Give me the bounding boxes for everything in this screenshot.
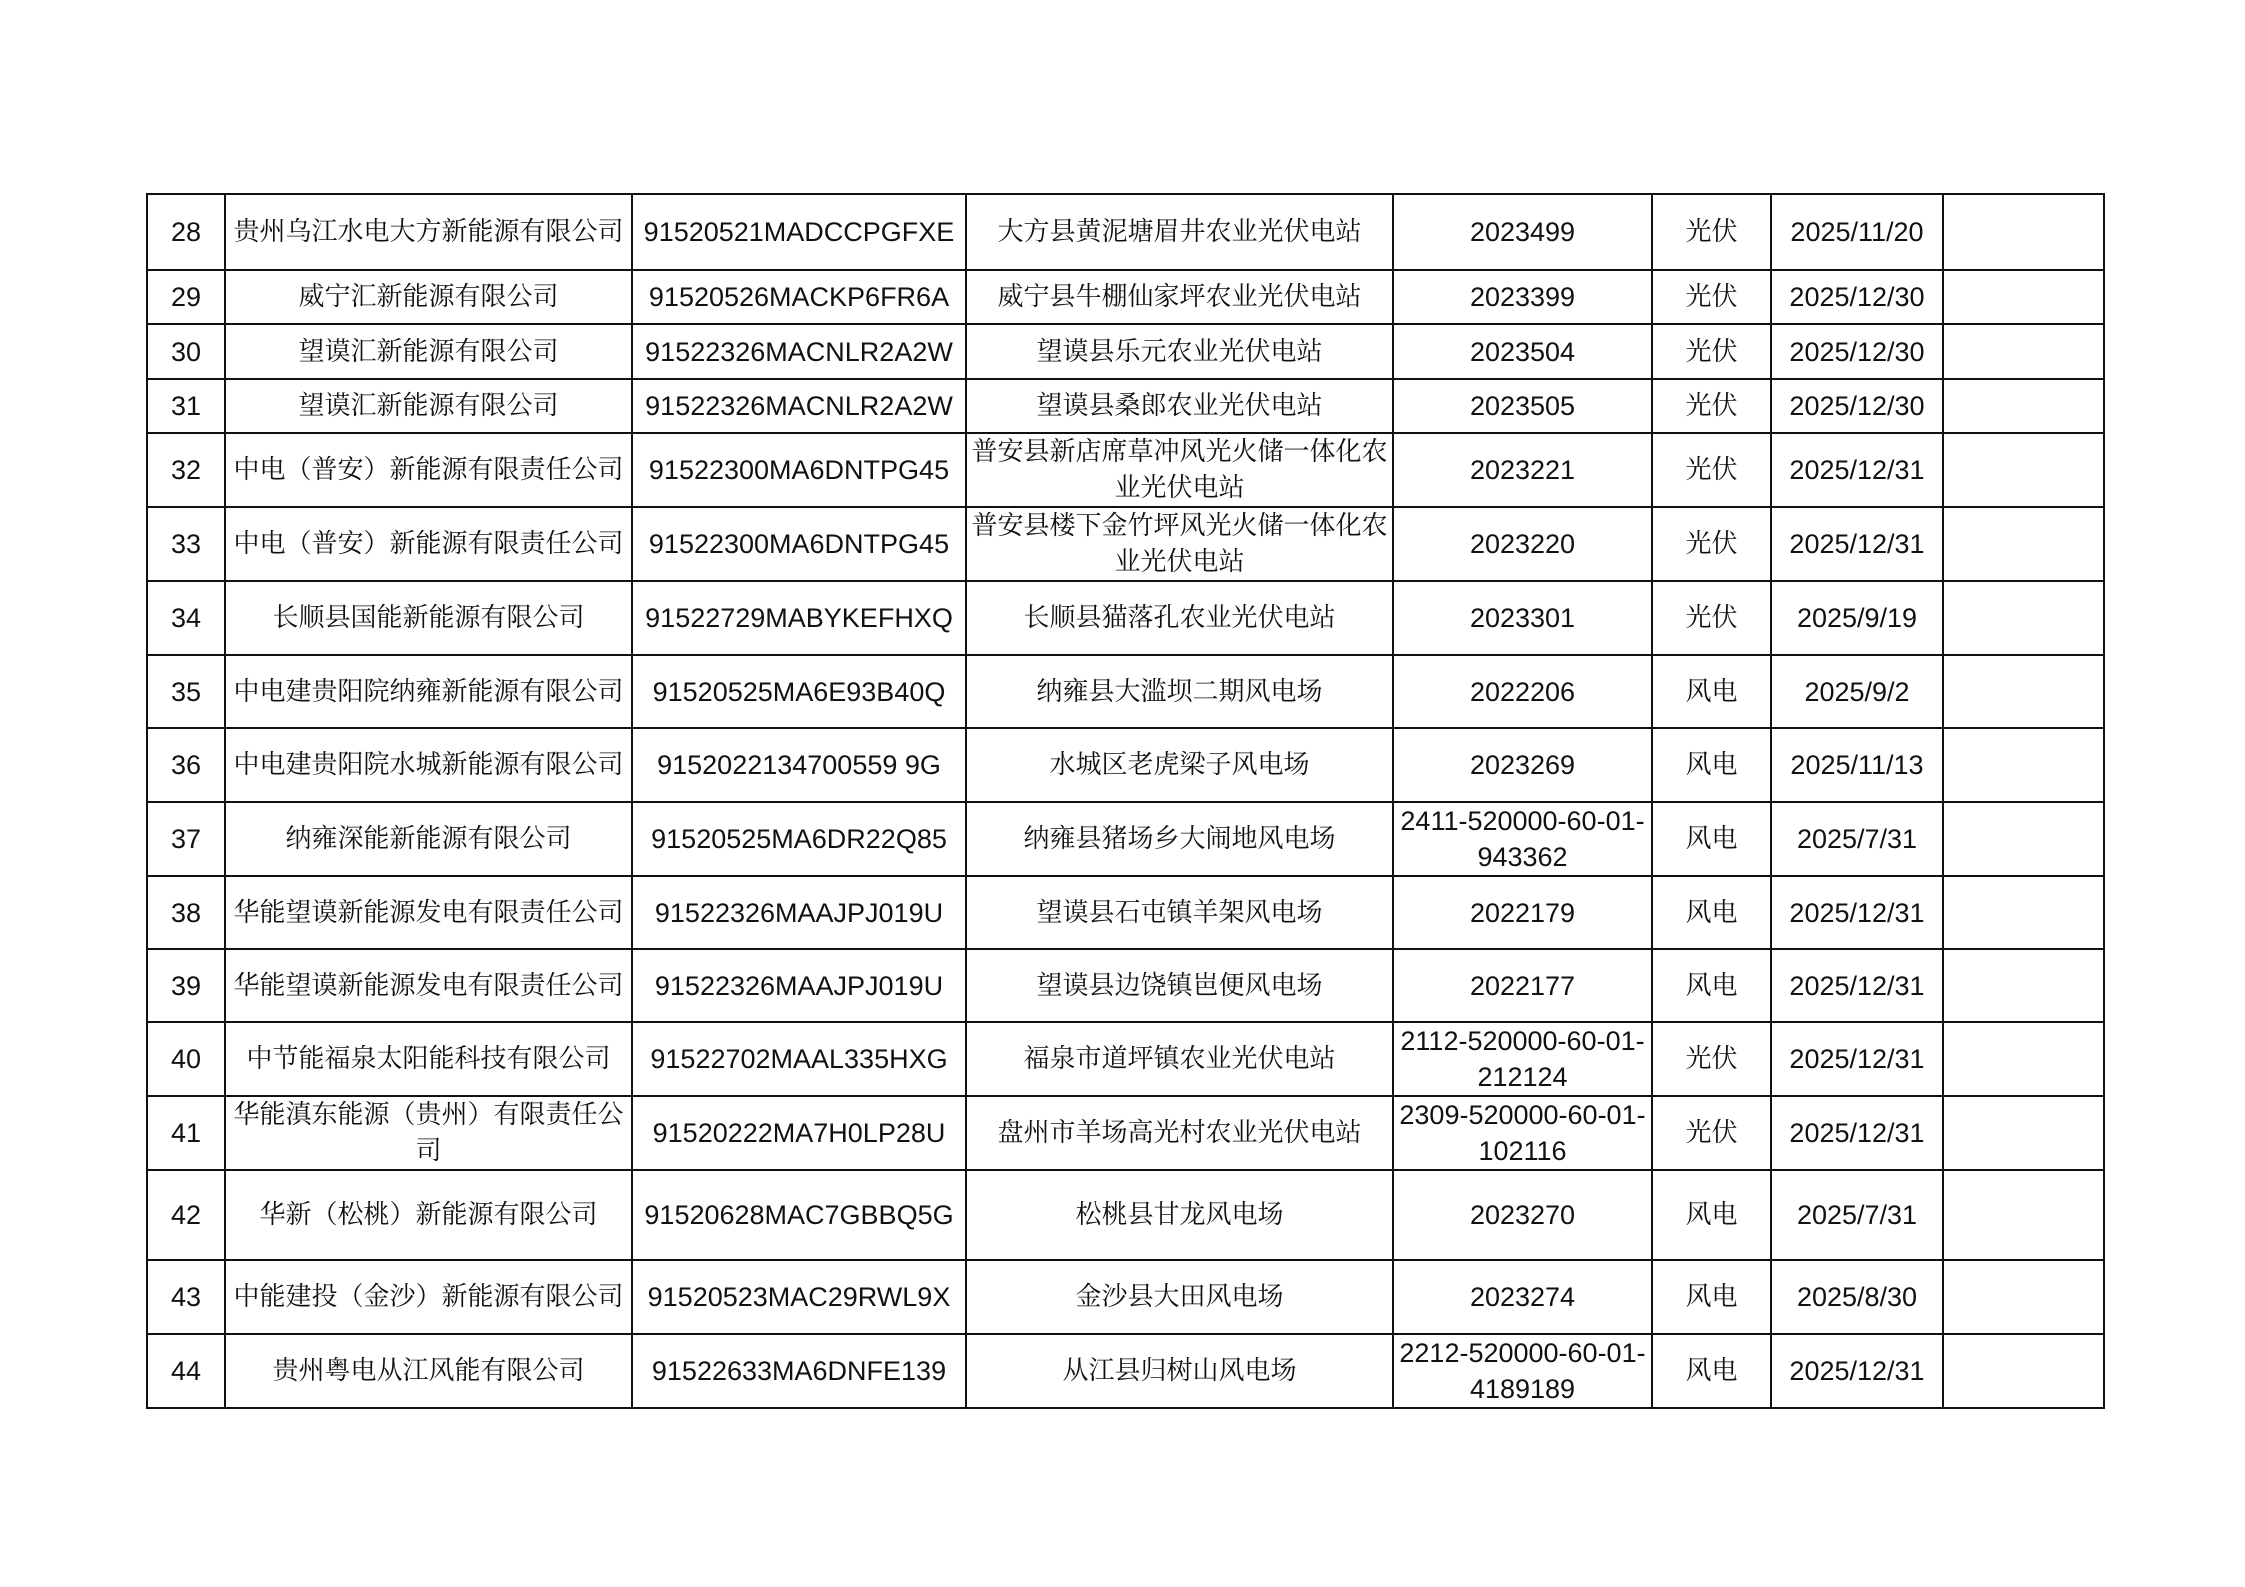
project-name-cell: 望谟县边饶镇岜便风电场 [966, 949, 1393, 1022]
remarks-cell [1943, 324, 2104, 379]
project-type-cell: 风电 [1652, 1170, 1771, 1260]
project-type-cell: 光伏 [1652, 1022, 1771, 1096]
project-type-cell: 风电 [1652, 1334, 1771, 1408]
project-code-cell: 2112-520000-60-01-212124 [1393, 1022, 1652, 1096]
row-number-cell: 42 [147, 1170, 225, 1260]
credit-code-cell: 91522326MAAJPJ019U [632, 876, 966, 949]
project-type-cell: 光伏 [1652, 1096, 1771, 1170]
company-name-cell: 华能望谟新能源发电有限责任公司 [225, 876, 632, 949]
table-row [147, 802, 2104, 876]
credit-code-cell: 91522326MACNLR2A2W [632, 324, 966, 379]
credit-code-cell: 91520628MAC7GBBQ5G [632, 1170, 966, 1260]
deadline-date-cell: 2025/12/31 [1771, 949, 1943, 1022]
remarks-cell [1943, 1022, 2104, 1096]
table-row [147, 194, 2104, 270]
table-row [147, 1334, 2104, 1408]
project-type-cell: 风电 [1652, 728, 1771, 802]
deadline-date-cell: 2025/12/31 [1771, 433, 1943, 507]
project-name-cell: 普安县楼下金竹坪风光火储一体化农业光伏电站 [966, 507, 1393, 581]
table-row [147, 949, 2104, 1022]
project-name-cell: 金沙县大田风电场 [966, 1260, 1393, 1334]
remarks-cell [1943, 581, 2104, 655]
project-code-cell: 2022206 [1393, 655, 1652, 728]
table-row [147, 728, 2104, 802]
row-number-cell: 33 [147, 507, 225, 581]
table-row [147, 581, 2104, 655]
table-row [147, 324, 2104, 379]
table-row [147, 655, 2104, 728]
table-row [147, 507, 2104, 581]
deadline-date-cell: 2025/12/31 [1771, 1096, 1943, 1170]
company-name-cell: 华能滇东能源（贵州）有限责任公司 [225, 1096, 632, 1170]
credit-code-cell: 91522300MA6DNTPG45 [632, 507, 966, 581]
deadline-date-cell: 2025/7/31 [1771, 1170, 1943, 1260]
company-name-cell: 贵州乌江水电大方新能源有限公司 [225, 194, 632, 270]
project-type-cell: 光伏 [1652, 433, 1771, 507]
credit-code-cell: 91520525MA6DR22Q85 [632, 802, 966, 876]
company-name-cell: 中能建投（金沙）新能源有限公司 [225, 1260, 632, 1334]
project-code-cell: 2023504 [1393, 324, 1652, 379]
table-row [147, 379, 2104, 433]
company-name-cell: 纳雍深能新能源有限公司 [225, 802, 632, 876]
company-name-cell: 望谟汇新能源有限公司 [225, 324, 632, 379]
table-row [147, 876, 2104, 949]
project-name-cell: 望谟县桑郎农业光伏电站 [966, 379, 1393, 433]
company-name-cell: 长顺县国能新能源有限公司 [225, 581, 632, 655]
remarks-cell [1943, 194, 2104, 270]
remarks-cell [1943, 1170, 2104, 1260]
project-type-cell: 风电 [1652, 1260, 1771, 1334]
project-type-cell: 风电 [1652, 802, 1771, 876]
row-number-cell: 41 [147, 1096, 225, 1170]
project-name-cell: 松桃县甘龙风电场 [966, 1170, 1393, 1260]
project-code-cell: 2022179 [1393, 876, 1652, 949]
deadline-date-cell: 2025/11/20 [1771, 194, 1943, 270]
table-body [147, 194, 2104, 1408]
row-number-cell: 28 [147, 194, 225, 270]
project-name-cell: 从江县归树山风电场 [966, 1334, 1393, 1408]
deadline-date-cell: 2025/9/19 [1771, 581, 1943, 655]
credit-code-cell: 91520525MA6E93B40Q [632, 655, 966, 728]
credit-code-cell: 91520222MA7H0LP28U [632, 1096, 966, 1170]
company-name-cell: 中节能福泉太阳能科技有限公司 [225, 1022, 632, 1096]
credit-code-cell: 91522702MAAL335HXG [632, 1022, 966, 1096]
row-number-cell: 29 [147, 270, 225, 324]
table-row [147, 1096, 2104, 1170]
project-code-cell: 2023274 [1393, 1260, 1652, 1334]
project-code-cell: 2023399 [1393, 270, 1652, 324]
deadline-date-cell: 2025/9/2 [1771, 655, 1943, 728]
project-name-cell: 望谟县石屯镇羊架风电场 [966, 876, 1393, 949]
row-number-cell: 43 [147, 1260, 225, 1334]
deadline-date-cell: 2025/11/13 [1771, 728, 1943, 802]
remarks-cell [1943, 507, 2104, 581]
remarks-cell [1943, 728, 2104, 802]
row-number-cell: 38 [147, 876, 225, 949]
project-name-cell: 福泉市道坪镇农业光伏电站 [966, 1022, 1393, 1096]
project-code-cell: 2023269 [1393, 728, 1652, 802]
remarks-cell [1943, 270, 2104, 324]
remarks-cell [1943, 949, 2104, 1022]
credit-code-cell: 91522300MA6DNTPG45 [632, 433, 966, 507]
company-name-cell: 中电建贵阳院纳雍新能源有限公司 [225, 655, 632, 728]
credit-code-cell: 91522633MA6DNFE139 [632, 1334, 966, 1408]
row-number-cell: 35 [147, 655, 225, 728]
project-type-cell: 光伏 [1652, 379, 1771, 433]
remarks-cell [1943, 802, 2104, 876]
remarks-cell [1943, 1334, 2104, 1408]
row-number-cell: 36 [147, 728, 225, 802]
row-number-cell: 44 [147, 1334, 225, 1408]
company-name-cell: 中电（普安）新能源有限责任公司 [225, 507, 632, 581]
table-row [147, 1170, 2104, 1260]
remarks-cell [1943, 876, 2104, 949]
deadline-date-cell: 2025/12/30 [1771, 379, 1943, 433]
project-type-cell: 风电 [1652, 949, 1771, 1022]
credit-code-cell: 91522326MACNLR2A2W [632, 379, 966, 433]
remarks-cell [1943, 433, 2104, 507]
project-type-cell: 光伏 [1652, 507, 1771, 581]
project-name-cell: 盘州市羊场高光村农业光伏电站 [966, 1096, 1393, 1170]
project-name-cell: 大方县黄泥塘眉井农业光伏电站 [966, 194, 1393, 270]
company-name-cell: 中电建贵阳院水城新能源有限公司 [225, 728, 632, 802]
project-type-cell: 光伏 [1652, 581, 1771, 655]
company-name-cell: 威宁汇新能源有限公司 [225, 270, 632, 324]
row-number-cell: 40 [147, 1022, 225, 1096]
project-type-cell: 光伏 [1652, 270, 1771, 324]
project-code-cell: 2309-520000-60-01-102116 [1393, 1096, 1652, 1170]
project-name-cell: 威宁县牛棚仙家坪农业光伏电站 [966, 270, 1393, 324]
remarks-cell [1943, 1096, 2104, 1170]
project-code-cell: 2411-520000-60-01-943362 [1393, 802, 1652, 876]
project-code-cell: 2023505 [1393, 379, 1652, 433]
project-name-cell: 纳雍县大滥坝二期风电场 [966, 655, 1393, 728]
project-code-cell: 2022177 [1393, 949, 1652, 1022]
table-row [147, 1022, 2104, 1096]
project-type-cell: 风电 [1652, 655, 1771, 728]
project-name-cell: 长顺县猫落孔农业光伏电站 [966, 581, 1393, 655]
project-type-cell: 风电 [1652, 876, 1771, 949]
row-number-cell: 32 [147, 433, 225, 507]
project-name-cell: 普安县新店席草冲风光火储一体化农业光伏电站 [966, 433, 1393, 507]
credit-code-cell: 91522729MABYKEFHXQ [632, 581, 966, 655]
deadline-date-cell: 2025/12/31 [1771, 507, 1943, 581]
project-code-cell: 2023220 [1393, 507, 1652, 581]
row-number-cell: 39 [147, 949, 225, 1022]
credit-code-cell: 91520521MADCCPGFXE [632, 194, 966, 270]
project-name-cell: 望谟县乐元农业光伏电站 [966, 324, 1393, 379]
remarks-cell [1943, 1260, 2104, 1334]
table-row [147, 433, 2104, 507]
project-name-cell: 纳雍县猪场乡大闹地风电场 [966, 802, 1393, 876]
deadline-date-cell: 2025/12/31 [1771, 1022, 1943, 1096]
remarks-cell [1943, 655, 2104, 728]
project-type-cell: 光伏 [1652, 324, 1771, 379]
row-number-cell: 34 [147, 581, 225, 655]
deadline-date-cell: 2025/12/30 [1771, 324, 1943, 379]
credit-code-cell: 91520526MACKP6FR6A [632, 270, 966, 324]
project-code-cell: 2023270 [1393, 1170, 1652, 1260]
project-code-cell: 2023499 [1393, 194, 1652, 270]
credit-code-cell: 91522326MAAJPJ019U [632, 949, 966, 1022]
deadline-date-cell: 2025/8/30 [1771, 1260, 1943, 1334]
company-name-cell: 贵州粤电从江风能有限公司 [225, 1334, 632, 1408]
deadline-date-cell: 2025/12/31 [1771, 1334, 1943, 1408]
project-name-cell: 水城区老虎梁子风电场 [966, 728, 1393, 802]
row-number-cell: 37 [147, 802, 225, 876]
table-row [147, 270, 2104, 324]
table-row [147, 1260, 2104, 1334]
deadline-date-cell: 2025/7/31 [1771, 802, 1943, 876]
company-name-cell: 望谟汇新能源有限公司 [225, 379, 632, 433]
project-type-cell: 光伏 [1652, 194, 1771, 270]
project-code-cell: 2023221 [1393, 433, 1652, 507]
company-name-cell: 华能望谟新能源发电有限责任公司 [225, 949, 632, 1022]
company-name-cell: 中电（普安）新能源有限责任公司 [225, 433, 632, 507]
credit-code-cell: 91520523MAC29RWL9X [632, 1260, 966, 1334]
credit-code-cell: 9152022134700559 9G [632, 728, 966, 802]
project-code-cell: 2212-520000-60-01-4189189 [1393, 1334, 1652, 1408]
deadline-date-cell: 2025/12/30 [1771, 270, 1943, 324]
project-table [146, 193, 2105, 1409]
row-number-cell: 31 [147, 379, 225, 433]
company-name-cell: 华新（松桃）新能源有限公司 [225, 1170, 632, 1260]
row-number-cell: 30 [147, 324, 225, 379]
project-code-cell: 2023301 [1393, 581, 1652, 655]
deadline-date-cell: 2025/12/31 [1771, 876, 1943, 949]
remarks-cell [1943, 379, 2104, 433]
